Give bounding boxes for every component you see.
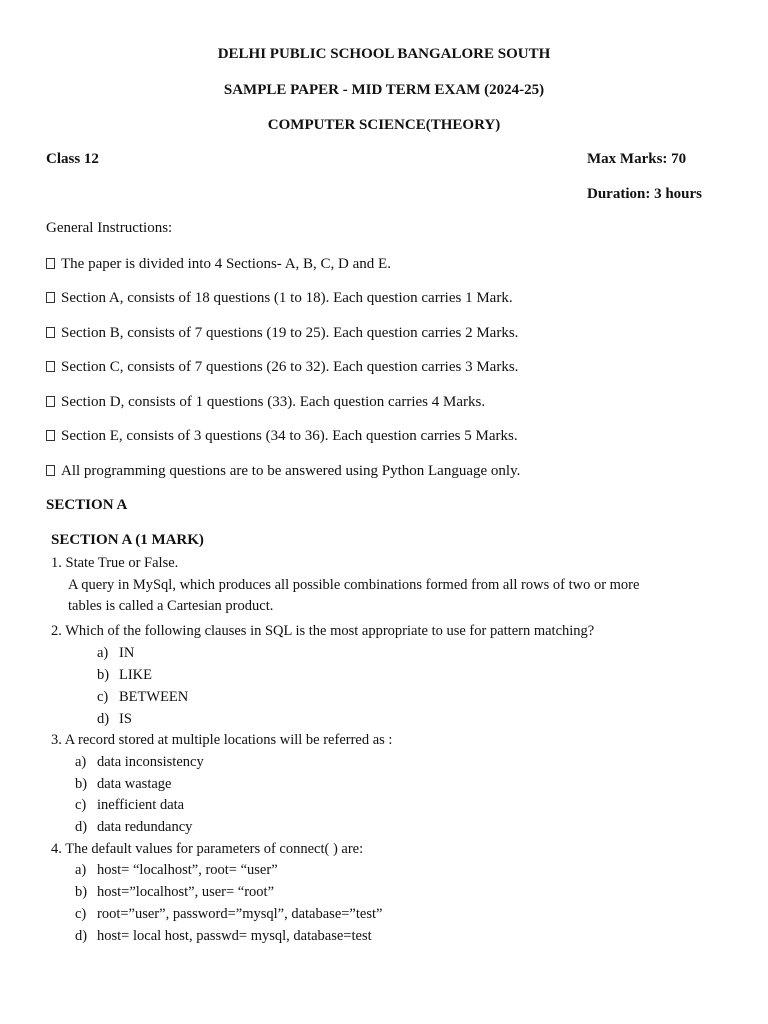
- option: c) inefficient data: [75, 797, 185, 813]
- exam-title: SAMPLE PAPER - MID TERM EXAM (2024-25): [223, 82, 545, 98]
- section-title: SECTION A: [46, 497, 128, 513]
- option: d) IS: [97, 711, 132, 727]
- instruction-item: Section E, consists of 3 questions (34 to 36). Each question carries 5 Marks.: [46, 428, 518, 445]
- option: b) data wastage: [75, 776, 172, 792]
- option: a) IN: [97, 645, 135, 661]
- option: d) data redundancy: [75, 819, 193, 835]
- question-2: 2. Which of the following clauses in SQL is the most appropriate to use for pattern matching?: [51, 623, 595, 639]
- option: b) host=”localhost”, user= “root”: [75, 884, 275, 900]
- bullet-box-icon: [46, 361, 55, 372]
- question-1-statement: tables is called a Cartesian product.: [68, 598, 274, 614]
- option: c) BETWEEN: [97, 689, 189, 705]
- max-marks: Max Marks: 70: [587, 151, 687, 167]
- class-label: Class 12: [46, 151, 99, 167]
- instruction-item: Section C, consists of 7 questions (26 to 32). Each question carries 3 Marks.: [46, 359, 518, 376]
- option: b) LIKE: [97, 667, 153, 683]
- bullet-box-icon: [46, 465, 55, 476]
- question-4: 4. The default values for parameters of connect( ) are:: [51, 841, 364, 857]
- instructions-title: General Instructions:: [46, 220, 173, 236]
- option: a) host= “localhost”, root= “user”: [75, 862, 278, 878]
- school-name: DELHI PUBLIC SCHOOL BANGALORE SOUTH: [217, 46, 551, 62]
- instruction-item: Section A, consists of 18 questions (1 to 18). Each question carries 1 Mark.: [46, 290, 513, 307]
- instruction-item: Section D, consists of 1 questions (33). Each question carries 4 Marks.: [46, 394, 485, 411]
- bullet-box-icon: [46, 327, 55, 338]
- question-3: 3. A record stored at multiple locations will be referred as :: [51, 732, 393, 748]
- bullet-box-icon: [46, 292, 55, 303]
- option: d) host= local host, passwd= mysql, database=test: [75, 928, 372, 944]
- duration: Duration: 3 hours: [587, 186, 703, 202]
- option: a) data inconsistency: [75, 754, 204, 770]
- question-1: 1. State True or False.: [51, 555, 179, 571]
- question-1-statement: A query in MySql, which produces all possible combinations formed from all rows of two or more: [68, 577, 640, 593]
- instruction-item: All programming questions are to be answered using Python Language only.: [46, 463, 520, 480]
- section-subtitle: SECTION A (1 MARK): [51, 532, 204, 548]
- bullet-box-icon: [46, 430, 55, 441]
- instruction-item: Section B, consists of 7 questions (19 to 25). Each question carries 2 Marks.: [46, 325, 518, 342]
- bullet-box-icon: [46, 258, 55, 269]
- bullet-box-icon: [46, 396, 55, 407]
- subject-title: COMPUTER SCIENCE(THEORY): [267, 117, 501, 133]
- instruction-item: The paper is divided into 4 Sections- A, B, C, D and E.: [46, 256, 391, 273]
- option: c) root=”user”, password=”mysql”, database=”test”: [75, 906, 383, 922]
